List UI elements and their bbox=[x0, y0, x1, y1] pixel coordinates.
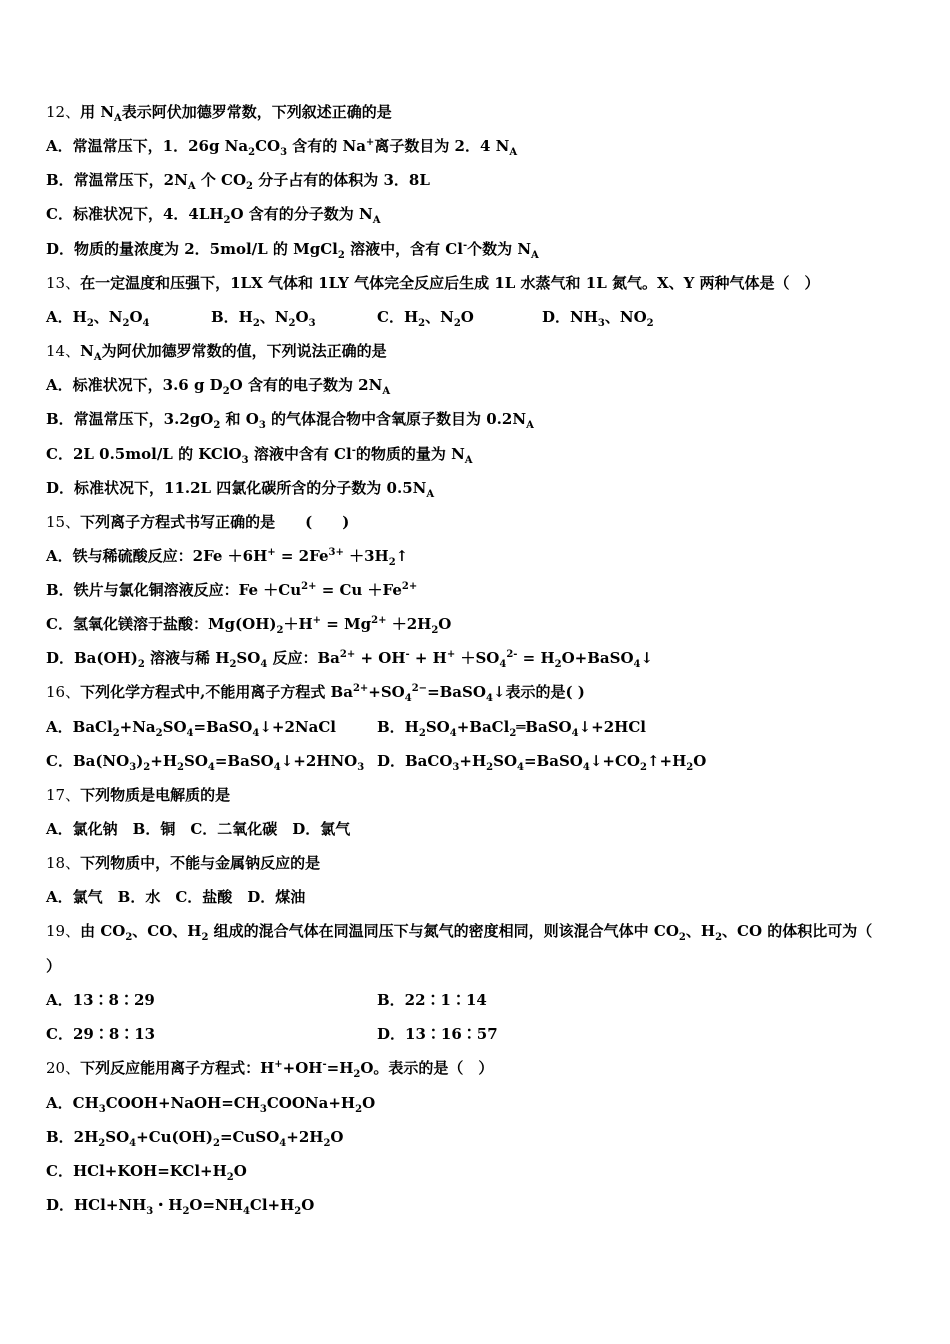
question-number: 20、 bbox=[46, 1059, 81, 1077]
question-18-options: A．氯气 B．水 C．盐酸 D．煤油 bbox=[46, 888, 306, 906]
question-number: 14、 bbox=[46, 342, 81, 360]
question-13-option-a: A．$H_2$、$N_2O_4$ bbox=[46, 308, 150, 329]
question-12-option-d: D．物质的量浓度为 2．5mol/L 的 MgCl$_2$ 溶液中，含有 Cl-个数为 $N_A$ bbox=[46, 240, 539, 261]
question-12-option-a: A．常温常压下，1．26g $Na_2CO_3$ 含有的 Na+离子数目为 2．4 $N_A$ bbox=[46, 137, 518, 158]
question-text: 下列物质中，不能与金属钠反应的是 bbox=[80, 854, 321, 872]
question-16-option-a: A．$BaCl_2+Na_2SO_4=BaSO_4↓+2NaCl$ bbox=[46, 718, 336, 739]
question-text: 下列离子方程式书写正确的是 ( ) bbox=[80, 513, 350, 531]
question-text: 由 $CO_2$、CO、$H_2$ 组成的混合气体在同温同压下与氮气的密度相同，则该混合气体中 $CO_2$、$H_2$、CO 的体积比可为（ bbox=[80, 922, 873, 943]
question-13-option-c: C．$H_2$、$N_2O$ bbox=[377, 308, 474, 329]
question-14-option-a: A．标准状况下，3.6 g $D_2O$ 含有的电子数为 $2N_A$ bbox=[46, 376, 391, 397]
question-16-stem bbox=[46, 682, 585, 702]
question-20-option-c: C．$HCl+KOH=KCl+H_2O$ bbox=[46, 1162, 247, 1183]
question-19-option-d: D．13∶16∶57 bbox=[377, 1025, 498, 1043]
question-number: 19、 bbox=[46, 922, 81, 940]
question-15-option-a: A．铁与稀硫酸反应：$2Fe +6H^+ = 2Fe^{3+}$ $+3H_2↑$ bbox=[46, 547, 409, 568]
question-19-stem bbox=[46, 921, 872, 941]
question-14-option-c: C．2L 0.5mol/L 的 KClO$_3$ 溶液中含有 Cl-的物质的量为 $N_A$ bbox=[46, 445, 473, 466]
question-text: 下列物质是电解质的是 bbox=[80, 786, 231, 804]
question-13-option-d: D．$NH_3$、$NO_2$ bbox=[542, 308, 654, 329]
question-14-option-d: D．标准状况下，11.2L 四氯化碳所含的分子数为 $0.5N_A$ bbox=[46, 479, 435, 500]
question-16-option-d: D．$BaCO_3+H_2SO_4=BaSO_4↓+CO_2↑+H_2O$ bbox=[377, 752, 707, 773]
question-20-stem bbox=[46, 1058, 493, 1078]
question-20-option-d: D．$HCl+NH_3$・$H_2O=NH_4Cl+H_2O$ bbox=[46, 1196, 315, 1217]
question-15-option-b: B．铁片与氯化铜溶液反应：$Fe +Cu^{2+} = Cu +Fe^{2+}$ bbox=[46, 581, 418, 599]
question-14-option-b: B．常温常压下，$3.2gO_2$ 和 $O_3$ 的气体混合物中含氧原子数目为 $0.2N_A$ bbox=[46, 410, 534, 431]
question-20-option-b: B．$2H_2SO_4+Cu(OH)_2=CuSO_4+2H_2O$ bbox=[46, 1128, 344, 1149]
question-17-stem bbox=[46, 785, 230, 805]
question-15-stem bbox=[46, 512, 349, 532]
question-18-stem bbox=[46, 853, 320, 873]
question-16-option-b: B．$H_2SO_4+BaCl_2═BaSO_4↓+2HCl$ bbox=[377, 718, 646, 739]
question-text: 下列反应能用离子方程式：$H^++OH^-=H_2O$。表示的是（ ） bbox=[80, 1059, 494, 1080]
question-19-stem-continued: ） bbox=[46, 957, 62, 975]
question-number: 18、 bbox=[46, 854, 81, 872]
question-text: 用 $N_A$表示阿伏加德罗常数，下列叙述正确的是 bbox=[80, 103, 392, 124]
question-text: 下列化学方程式中,不能用离子方程式 $Ba^{2+}+SO_4^{2-}=BaSO_4↓$表示的是( ) bbox=[80, 683, 585, 704]
question-13-option-b: B．$H_2$、$N_2O_3$ bbox=[211, 308, 316, 329]
question-12-option-c: C．标准状况下，4．$4LH_2O$ 含有的分子数为 $N_A$ bbox=[46, 205, 381, 226]
question-14-stem bbox=[46, 341, 387, 361]
question-12-stem bbox=[46, 102, 392, 122]
question-19-option-b: B．22∶1∶14 bbox=[377, 991, 487, 1009]
question-15-option-d: D．$Ba(OH)_2$ 溶液与稀 $H_2SO_4$ 反应：$Ba^{2+} + OH^- + H^+ +SO_4^{2-}$ = $H_2O+BaSO_4↓$ bbox=[46, 649, 654, 670]
question-number: 13、 bbox=[46, 274, 81, 292]
question-16-option-c: C．$Ba(NO_3)_2+H_2SO_4=BaSO_4↓+2HNO_3$ bbox=[46, 752, 365, 773]
question-text: 在一定温度和压强下，1LX 气体和 1LY 气体完全反应后生成 1L 水蒸气和 1L 氮气。X、Y 两种气体是（ ） bbox=[80, 274, 820, 292]
question-13-stem bbox=[46, 273, 820, 293]
question-12-option-b: B．常温常压下，$2N_A$ 个 $CO_2$ 分子占有的体积为 3．8L bbox=[46, 171, 430, 192]
question-15-option-c: C．氢氧化镁溶于盐酸：$Mg(OH)_2+H^+ = Mg^{2+} +2H_2O$ bbox=[46, 615, 452, 636]
question-19-option-a: A．13∶8∶29 bbox=[46, 991, 155, 1009]
question-number: 12、 bbox=[46, 103, 81, 121]
question-number: 16、 bbox=[46, 683, 81, 701]
question-number: 15、 bbox=[46, 513, 81, 531]
question-20-option-a: A．$CH_3COOH+NaOH=CH_3COONa+H_2O$ bbox=[46, 1094, 376, 1115]
question-19-option-c: C．29∶8∶13 bbox=[46, 1025, 156, 1043]
question-17-options: A．氯化钠 B．铜 C．二氧化碳 D．氯气 bbox=[46, 820, 351, 838]
question-text: $N_A$为阿伏加德罗常数的值，下列说法正确的是 bbox=[80, 342, 387, 363]
question-number: 17、 bbox=[46, 786, 81, 804]
